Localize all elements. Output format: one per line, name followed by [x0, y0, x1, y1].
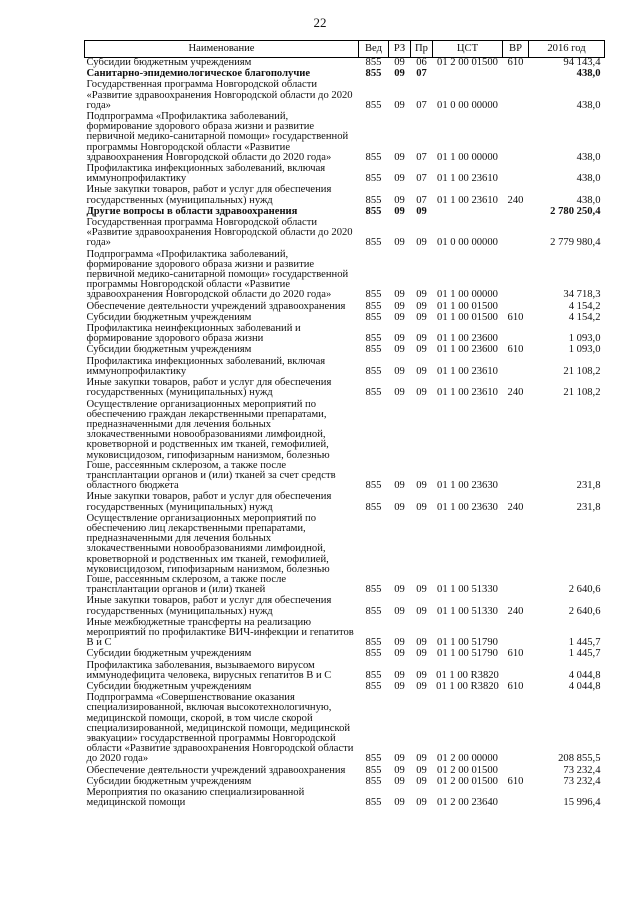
row-sum: 73 232,4 [563, 775, 601, 787]
row-sum: 21 108,2 [563, 365, 601, 377]
table-row [85, 112, 605, 164]
row-ved: 855 [365, 764, 382, 776]
row-sum: 73 232,4 [563, 764, 601, 776]
table-row [85, 693, 605, 765]
row-sum: 438,0 [576, 151, 601, 163]
row-pr: 09 [416, 480, 427, 492]
row-sum: 2 779 980,4 [550, 237, 601, 249]
row-ved: 855 [365, 680, 382, 692]
row-sum: 1 445,7 [568, 648, 601, 660]
row-pr: 09 [416, 637, 427, 649]
row-rz: 09 [394, 289, 405, 301]
row-cst: 01 1 00 51790 [437, 637, 498, 649]
table-row [85, 218, 605, 250]
row-cst: 01 1 00 01500 [437, 311, 498, 323]
row-ved: 855 [365, 194, 382, 206]
row-pr: 09 [416, 333, 427, 345]
table-row [85, 378, 605, 399]
row-name: Государственная программа Новгородской области «Развитие здравоохранения Новгородской области до 2020 года» [86, 79, 353, 111]
row-cst: 01 1 00 51790 [437, 648, 498, 660]
row-pr: 09 [416, 797, 427, 809]
header-pr: Пр [411, 41, 433, 58]
row-vr: 240 [507, 194, 524, 206]
row-name: Подпрограмма «Профилактика заболеваний, формирование здорового образа жизни и развитие первичной медико-санитарной помощи» государственной программы Новгородской области «Развитие здравоохранения Новгородской области до 2020 года» [86, 248, 349, 301]
row-cst: 01 1 00 51330 [437, 584, 498, 596]
row-rz: 09 [394, 344, 405, 356]
row-name: Профилактика заболевания, вызываемого вирусом иммунодефицита человека, вирусных гепатитов В и С [86, 659, 332, 681]
row-pr: 09 [416, 669, 427, 681]
row-ved: 855 [365, 205, 382, 217]
row-cst: 01 2 00 01500 [437, 57, 498, 68]
row-name: Иные закупки товаров, работ и услуг для обеспечения государственных (муниципальных) нужд [86, 184, 332, 206]
row-ved: 855 [365, 344, 382, 356]
table-row [85, 400, 605, 493]
row-pr: 09 [416, 764, 427, 776]
row-cst: 01 1 00 23630 [437, 501, 498, 513]
row-sum: 438,0 [576, 68, 601, 80]
row-rz: 09 [394, 775, 405, 787]
row-name: Подпрограмма «Профилактика заболеваний, формирование здорового образа жизни и развитие первичной медико-санитарной помощи» государственной программы Новгородской области «Развитие здравоохранения Новгородской области до 2020 года» [86, 111, 349, 163]
row-pr: 09 [416, 311, 427, 323]
row-vr [503, 112, 529, 164]
table-header [85, 41, 605, 58]
row-rz: 09 [394, 387, 405, 399]
row-sum: 1 093,0 [568, 333, 601, 345]
row-cst: 01 1 00 00000 [437, 289, 498, 301]
row-sum: 21 108,2 [563, 387, 601, 399]
row-ved: 855 [365, 99, 382, 111]
row-vr [503, 661, 529, 682]
row-ved: 855 [365, 173, 382, 185]
row-name: Осуществление организационных мероприятий по обеспечению граждан лекарственными препаратами, предназначенными для лечения больных злокачественными новообразованиями лимфоидной, кроветворной и родственных им тканей, гемофилией, муковисцидозом, гипофизарным нанизмом, болезнью Гоше, рассеянным склерозом, а также после трансплантации органов и (или) тканей за счет средств областного бюджета [86, 398, 336, 492]
row-rz: 09 [394, 669, 405, 681]
row-name: Другие вопросы в области здравоохранения [86, 205, 298, 217]
row-vr: 240 [507, 605, 524, 617]
row-name: Профилактика неинфекционных заболеваний и формирование здорового образа жизни [86, 323, 301, 345]
row-vr: 240 [507, 501, 524, 513]
row-sum: 208 855,5 [558, 753, 601, 765]
row-ved: 855 [365, 365, 382, 377]
row-sum: 1 093,0 [568, 344, 601, 356]
row-pr: 07 [416, 194, 427, 206]
row-pr: 07 [416, 99, 427, 111]
row-vr [503, 357, 529, 378]
row-rz: 09 [394, 680, 405, 692]
row-rz: 09 [394, 797, 405, 809]
row-ved: 855 [365, 333, 382, 345]
row-rz: 09 [394, 311, 405, 323]
row-pr: 07 [416, 151, 427, 163]
row-rz: 09 [394, 637, 405, 649]
row-vr [503, 693, 529, 765]
row-name: Иные закупки товаров, работ и услуг для обеспечения государственных (муниципальных) нужд [86, 491, 332, 513]
row-name: Субсидии бюджетным учреждениям [86, 648, 252, 660]
row-name: Подпрограмма «Совершенствование оказания специализированной, включая высокотехнологичную, медицинской помощи, скорой, в том числе скорой специализированной, медицинской помощи, медицинской эвакуации» государственной программы Новгородской области «Развитие здравоохранения Новгородской области до 2020 года» [86, 692, 354, 765]
table-row [85, 324, 605, 345]
table-row [85, 185, 605, 206]
row-cst: 01 1 00 23610 [437, 365, 498, 377]
row-sum: 4 044,8 [568, 669, 601, 681]
row-cst: 01 1 00 23610 [437, 194, 498, 206]
table-row [85, 250, 605, 302]
row-name: Обеспечение деятельности учреждений здравоохранения [86, 300, 346, 312]
row-name: Иные закупки товаров, работ и услуг для обеспечения государственных (муниципальных) нужд [86, 595, 332, 617]
row-ved: 855 [365, 605, 382, 617]
row-vr: 610 [507, 775, 524, 787]
row-rz: 09 [394, 333, 405, 345]
row-cst: 01 2 00 01500 [437, 775, 498, 787]
row-pr: 09 [416, 605, 427, 617]
row-pr: 09 [416, 753, 427, 765]
table-row [85, 80, 605, 112]
row-sum: 438,0 [576, 173, 601, 185]
row-name: Осуществление организационных мероприятий по обеспечению лиц лекарственными препаратами, предназначенными для лечения больных злокачественными новообразованиями лимфоидной, кроветворной и родственных им тканей, гемофилией, муковисцидозом, гипофизарным нанизмом, болезнью Гоше, рассеянным склерозом, а также после трансплантации органов и (или) тканей [86, 512, 330, 596]
row-rz: 09 [394, 764, 405, 776]
row-cst: 01 1 00 23630 [437, 480, 498, 492]
row-sum: 4 154,2 [568, 300, 601, 312]
table-row [85, 514, 605, 597]
table-body [85, 58, 605, 810]
row-rz: 09 [394, 480, 405, 492]
row-vr: 240 [507, 387, 524, 399]
row-cst: 01 1 00 R3820 [436, 680, 499, 692]
table-row [85, 788, 605, 809]
row-ved: 855 [365, 775, 382, 787]
row-cst: 01 1 00 23600 [437, 333, 498, 345]
row-pr: 09 [416, 387, 427, 399]
table-row [85, 661, 605, 682]
row-rz: 09 [394, 237, 405, 249]
row-pr: 07 [416, 173, 427, 185]
header-ved: Вед [359, 41, 389, 58]
header-name: Наименование [85, 41, 359, 58]
row-cst: 01 1 00 23610 [437, 173, 498, 185]
header-cst: ЦСТ [433, 41, 503, 58]
row-sum: 34 718,3 [563, 289, 601, 301]
header-rz: РЗ [389, 41, 411, 58]
row-pr: 09 [416, 584, 427, 596]
table-row [85, 649, 605, 660]
row-name: Санитарно-эпидемиологическое благополучие [86, 68, 311, 80]
row-name: Субсидии бюджетным учреждениям [86, 775, 252, 787]
row-ved: 855 [365, 151, 382, 163]
row-cst: 01 1 00 23600 [437, 344, 498, 356]
row-cst: 01 0 00 00000 [437, 237, 498, 249]
row-sum: 4 044,8 [568, 680, 601, 692]
row-name: Субсидии бюджетным учреждениям [86, 680, 252, 692]
row-cst: 01 1 00 00000 [437, 151, 498, 163]
row-rz: 09 [394, 99, 405, 111]
row-name: Профилактика инфекционных заболеваний, включая иммунопрофилактику [86, 355, 326, 377]
row-vr [503, 514, 529, 597]
row-sum: 94 143,4 [563, 57, 601, 68]
row-rz: 09 [394, 68, 405, 80]
row-sum: 2 780 250,4 [550, 205, 601, 217]
row-rz: 09 [394, 365, 405, 377]
header-vr: ВР [503, 41, 529, 58]
row-vr: 610 [507, 648, 524, 660]
row-name: Иные межбюджетные трансферты на реализацию мероприятий по профилактике ВИЧ-инфекции и гепатитов В и С [86, 616, 354, 649]
row-pr: 09 [416, 648, 427, 660]
row-sum: 231,8 [576, 480, 601, 492]
row-pr: 07 [416, 68, 427, 80]
row-ved: 855 [365, 480, 382, 492]
row-pr: 09 [416, 680, 427, 692]
row-pr: 09 [416, 237, 427, 249]
row-rz: 09 [394, 501, 405, 513]
row-name: Субсидии бюджетным учреждениям [86, 57, 252, 68]
row-cst [433, 207, 503, 218]
row-pr: 09 [416, 205, 427, 217]
budget-table [84, 40, 605, 809]
row-vr [503, 324, 529, 345]
row-vr [503, 618, 529, 650]
row-rz: 09 [394, 648, 405, 660]
row-name: Обеспечение деятельности учреждений здравоохранения [86, 764, 346, 776]
row-sum: 231,8 [576, 501, 601, 513]
table-row [85, 618, 605, 650]
row-name: Иные закупки товаров, работ и услуг для обеспечения государственных (муниципальных) нужд [86, 377, 332, 399]
row-ved: 855 [365, 289, 382, 301]
row-vr [503, 400, 529, 493]
row-name: Мероприятия по оказанию специализированной медицинской помощи [86, 787, 305, 809]
row-rz: 09 [394, 173, 405, 185]
row-ved: 855 [365, 68, 382, 80]
row-vr [503, 164, 529, 185]
row-vr [503, 207, 529, 218]
table-row [85, 492, 605, 513]
row-vr [503, 788, 529, 809]
row-vr [503, 80, 529, 112]
page-number: 22 [313, 15, 327, 30]
row-vr [503, 69, 529, 80]
row-vr [503, 250, 529, 302]
row-rz: 09 [394, 57, 405, 68]
row-vr: 610 [507, 344, 524, 356]
row-ved: 855 [365, 57, 382, 68]
row-sum: 2 640,6 [568, 605, 601, 617]
row-cst: 01 1 00 01500 [437, 300, 498, 312]
row-ved: 855 [365, 753, 382, 765]
row-ved: 855 [365, 669, 382, 681]
row-rz: 09 [394, 300, 405, 312]
row-ved: 855 [365, 637, 382, 649]
row-cst: 01 1 00 23610 [437, 387, 498, 399]
row-pr: 09 [416, 365, 427, 377]
row-name: Государственная программа Новгородской области «Развитие здравоохранения Новгородской области до 2020 года» [86, 217, 353, 249]
row-vr: 610 [507, 680, 524, 692]
row-cst: 01 1 00 51330 [437, 605, 498, 617]
row-cst [433, 69, 503, 80]
row-pr: 09 [416, 501, 427, 513]
row-cst: 01 1 00 R3820 [436, 669, 499, 681]
row-rz: 09 [394, 194, 405, 206]
row-pr: 09 [416, 300, 427, 312]
row-sum: 1 445,7 [568, 637, 601, 649]
row-cst: 01 0 00 00000 [437, 99, 498, 111]
row-rz: 09 [394, 753, 405, 765]
row-sum: 2 640,6 [568, 584, 601, 596]
table-row [85, 357, 605, 378]
row-ved: 855 [365, 387, 382, 399]
row-sum: 15 996,4 [563, 797, 601, 809]
row-rz: 09 [394, 205, 405, 217]
row-pr: 09 [416, 344, 427, 356]
row-cst: 01 2 00 00000 [437, 753, 498, 765]
row-ved: 855 [365, 584, 382, 596]
row-sum: 4 154,2 [568, 311, 601, 323]
row-pr: 06 [416, 57, 427, 68]
row-rz: 09 [394, 584, 405, 596]
row-cst: 01 2 00 23640 [437, 797, 498, 809]
row-ved: 855 [365, 501, 382, 513]
row-cst: 01 2 00 01500 [437, 764, 498, 776]
row-sum: 438,0 [576, 194, 601, 206]
row-rz: 09 [394, 605, 405, 617]
row-name: Субсидии бюджетным учреждениям [86, 344, 252, 356]
row-vr [503, 218, 529, 250]
row-name: Профилактика инфекционных заболеваний, включая иммунопрофилактику [86, 163, 326, 185]
row-ved: 855 [365, 797, 382, 809]
row-ved: 855 [365, 311, 382, 323]
row-vr: 610 [507, 311, 524, 323]
row-ved: 855 [365, 237, 382, 249]
row-vr: 610 [507, 57, 524, 68]
table-row [85, 596, 605, 617]
row-sum: 438,0 [576, 99, 601, 111]
row-ved: 855 [365, 648, 382, 660]
table-row [85, 345, 605, 356]
row-pr: 09 [416, 775, 427, 787]
row-ved: 855 [365, 300, 382, 312]
row-rz: 09 [394, 151, 405, 163]
table-row [85, 164, 605, 185]
row-name: Субсидии бюджетным учреждениям [86, 311, 252, 323]
row-pr: 09 [416, 289, 427, 301]
header-year: 2016 год [529, 41, 605, 58]
